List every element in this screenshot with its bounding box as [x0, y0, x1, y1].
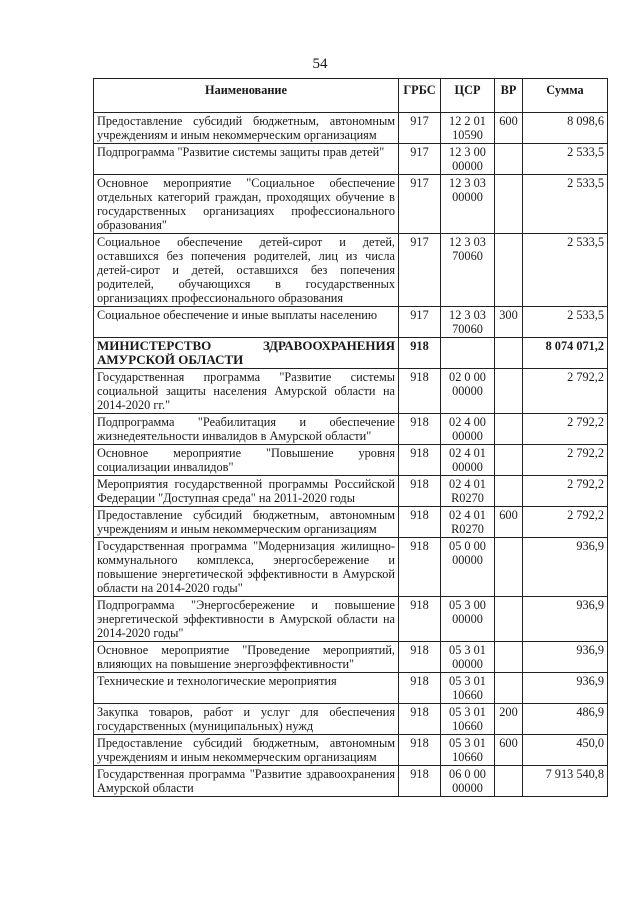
table-row: [94, 766, 608, 797]
cell-csr: 12 2 01 10590: [441, 113, 495, 144]
cell-csr: 05 3 00 00000: [441, 597, 495, 642]
cell-grbs: 917: [399, 175, 441, 234]
cell-vr: [495, 369, 523, 414]
cell-sum: 936,9: [523, 642, 608, 673]
cell-name: Основное мероприятие "Повышение уровня социализации инвалидов": [94, 445, 399, 476]
cell-sum: 8 098,6: [523, 113, 608, 144]
table-header-row: [94, 79, 608, 113]
table-row: [94, 597, 608, 642]
cell-vr: 600: [495, 113, 523, 144]
header-vr: ВР: [495, 79, 523, 113]
cell-name: Государственная программа "Развитие системы социальной защиты населения Амурской области на 2014-2020 гг.": [94, 369, 399, 414]
cell-name: Подпрограмма "Реабилитация и обеспечение жизнедеятельности инвалидов в Амурской области": [94, 414, 399, 445]
cell-csr: 06 0 00 00000: [441, 766, 495, 797]
cell-name: Основное мероприятие "Проведение мероприятий, влияющих на повышение энергоэффективности": [94, 642, 399, 673]
cell-csr: 12 3 03 70060: [441, 307, 495, 338]
cell-sum: 936,9: [523, 597, 608, 642]
cell-sum: 450,0: [523, 735, 608, 766]
cell-csr: 05 3 01 10660: [441, 704, 495, 735]
table-row: [94, 175, 608, 234]
cell-vr: [495, 144, 523, 175]
cell-csr: 02 4 01 00000: [441, 445, 495, 476]
cell-vr: [495, 597, 523, 642]
cell-grbs: 918: [399, 597, 441, 642]
cell-name: Государственная программа "Развитие здравоохранения Амурской области: [94, 766, 399, 797]
cell-vr: [495, 476, 523, 507]
cell-grbs: 918: [399, 673, 441, 704]
table-row: [94, 642, 608, 673]
cell-vr: 200: [495, 704, 523, 735]
table-row-ministry: [94, 338, 608, 369]
table-row: [94, 538, 608, 597]
cell-sum: 7 913 540,8: [523, 766, 608, 797]
cell-sum: 936,9: [523, 673, 608, 704]
cell-grbs: 918: [399, 766, 441, 797]
cell-sum: 8 074 071,2: [523, 338, 608, 369]
cell-csr: 02 4 00 00000: [441, 414, 495, 445]
cell-name: Технические и технологические мероприятия: [94, 673, 399, 704]
cell-vr: [495, 414, 523, 445]
cell-vr: [495, 673, 523, 704]
header-csr: ЦСР: [441, 79, 495, 113]
cell-grbs: 918: [399, 538, 441, 597]
cell-grbs: 917: [399, 144, 441, 175]
cell-grbs: 917: [399, 234, 441, 307]
cell-name: Мероприятия государственной программы Российской Федерации "Доступная среда" на 2011-2020 годы: [94, 476, 399, 507]
cell-name: Предоставление субсидий бюджетным, автономным учреждениям и иным некоммерческим организациям: [94, 735, 399, 766]
cell-grbs: 918: [399, 735, 441, 766]
cell-sum: 936,9: [523, 538, 608, 597]
header-grbs: ГРБС: [399, 79, 441, 113]
table-row: [94, 735, 608, 766]
cell-name: Социальное обеспечение и иные выплаты населению: [94, 307, 399, 338]
table-row: [94, 414, 608, 445]
cell-csr: 02 4 01 R0270: [441, 476, 495, 507]
cell-csr: 02 0 00 00000: [441, 369, 495, 414]
table-row: [94, 234, 608, 307]
cell-grbs: 918: [399, 642, 441, 673]
cell-name: Государственная программа "Модернизация жилищно-коммунального комплекса, энергосбережение и повышение энергетической эффективности в Амурской области на 2014-2020 годы": [94, 538, 399, 597]
cell-sum: 2 792,2: [523, 414, 608, 445]
table-row: [94, 704, 608, 735]
cell-sum: 2 792,2: [523, 507, 608, 538]
table-row: [94, 144, 608, 175]
cell-vr: [495, 234, 523, 307]
cell-name: Предоставление субсидий бюджетным, автономным учреждениям и иным некоммерческим организациям: [94, 507, 399, 538]
cell-csr: 12 3 03 00000: [441, 175, 495, 234]
cell-sum: 2 533,5: [523, 144, 608, 175]
cell-sum: 2 792,2: [523, 476, 608, 507]
cell-sum: 2 533,5: [523, 234, 608, 307]
cell-sum: 2 792,2: [523, 445, 608, 476]
table-row: [94, 673, 608, 704]
cell-vr: 300: [495, 307, 523, 338]
cell-vr: 600: [495, 507, 523, 538]
cell-vr: [495, 445, 523, 476]
cell-grbs: 918: [399, 704, 441, 735]
table-row: [94, 476, 608, 507]
cell-vr: [495, 175, 523, 234]
cell-grbs: 918: [399, 476, 441, 507]
table-row: [94, 113, 608, 144]
table-row: [94, 507, 608, 538]
cell-grbs: 918: [399, 507, 441, 538]
cell-csr: 05 3 01 00000: [441, 642, 495, 673]
cell-vr: [495, 642, 523, 673]
cell-grbs: 918: [399, 338, 441, 369]
budget-table: [93, 78, 608, 797]
header-name: Наименование: [94, 79, 399, 113]
cell-name: Подпрограмма "Развитие системы защиты прав детей": [94, 144, 399, 175]
cell-grbs: 918: [399, 369, 441, 414]
page-number: 54: [312, 56, 328, 72]
header-sum: Сумма: [523, 79, 608, 113]
cell-name: МИНИСТЕРСТВО ЗДРАВООХРАНЕНИЯ АМУРСКОЙ ОБЛАСТИ: [94, 338, 399, 369]
cell-grbs: 917: [399, 307, 441, 338]
cell-sum: 486,9: [523, 704, 608, 735]
cell-name: Социальное обеспечение детей-сирот и детей, оставшихся без попечения родителей, лиц из числа детей-сирот и детей, оставшихся без попечения родителей, обучающихся в государственных организациях профессионального образования: [94, 234, 399, 307]
cell-vr: [495, 538, 523, 597]
cell-name: Подпрограмма "Энергосбережение и повышение энергетической эффективности в Амурской области на 2014-2020 годы": [94, 597, 399, 642]
cell-csr: 12 3 00 00000: [441, 144, 495, 175]
cell-csr: [441, 338, 495, 369]
cell-csr: 05 0 00 00000: [441, 538, 495, 597]
cell-csr: 05 3 01 10660: [441, 673, 495, 704]
cell-grbs: 918: [399, 414, 441, 445]
cell-vr: 600: [495, 735, 523, 766]
cell-sum: 2 792,2: [523, 369, 608, 414]
cell-name: Предоставление субсидий бюджетным, автономным учреждениям и иным некоммерческим организациям: [94, 113, 399, 144]
cell-sum: 2 533,5: [523, 307, 608, 338]
cell-vr: [495, 766, 523, 797]
cell-grbs: 917: [399, 113, 441, 144]
cell-csr: 02 4 01 R0270: [441, 507, 495, 538]
cell-vr: [495, 338, 523, 369]
cell-csr: 12 3 03 70060: [441, 234, 495, 307]
table-row: [94, 369, 608, 414]
cell-sum: 2 533,5: [523, 175, 608, 234]
cell-csr: 05 3 01 10660: [441, 735, 495, 766]
table-row: [94, 307, 608, 338]
cell-name: Основное мероприятие "Социальное обеспечение отдельных категорий граждан, проходящих обучение в государственных организациях профессионального образования": [94, 175, 399, 234]
cell-grbs: 918: [399, 445, 441, 476]
table-row: [94, 445, 608, 476]
cell-name: Закупка товаров, работ и услуг для обеспечения государственных (муниципальных) нужд: [94, 704, 399, 735]
